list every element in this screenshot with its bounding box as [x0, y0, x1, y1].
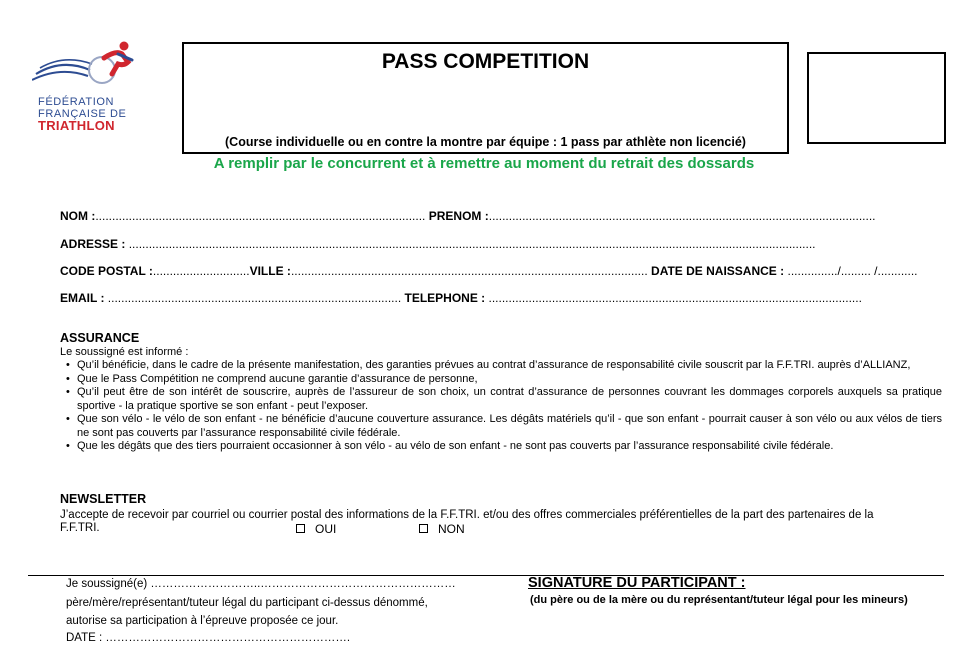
address-row [60, 237, 926, 251]
prenom-label: PRENOM : [425, 209, 489, 223]
instruction-text: A remplir par le concurrent et à remettre au moment du retrait des dossards [213, 155, 755, 172]
assurance-heading: ASSURANCE [60, 331, 140, 345]
adresse-label: ADRESSE : [60, 237, 129, 251]
email-field[interactable]: ........................................................................................ [107, 291, 402, 305]
city-row [60, 264, 926, 278]
date-naissance-label: DATE DE NAISSANCE : [647, 264, 788, 278]
prenom-field[interactable]: .................................................................................................................... [488, 209, 876, 223]
non-label: NON [438, 522, 465, 536]
code-postal-label: CODE POSTAL : [60, 264, 153, 278]
logo-text-triathlon: TRIATHLON [38, 118, 115, 133]
code-postal-field[interactable]: ............................. [152, 264, 250, 278]
email-label: EMAIL : [60, 291, 108, 305]
logo-text-federation: FÉDÉRATION [38, 96, 115, 108]
declaration-soussigne[interactable]: Je soussigné(e) ………………………..…………………………………………… [66, 578, 456, 590]
newsletter-non-option[interactable] [419, 522, 465, 536]
adresse-field[interactable]: .............................................................................................................................................................................................................. [128, 237, 816, 251]
newsletter-text: J’accepte de recevoir par courriel ou courrier postal des informations de la F.F.TRI. et/ou des offres commerciales préférentielles de la part des partenaires de la [60, 509, 874, 521]
nom-label: NOM : [60, 209, 96, 223]
logo-text-francaise: FRANÇAISE DE [38, 108, 127, 120]
assurance-item: • Que son vélo - le vélo de son enfant - ne bénéficie d’aucune couverture assurance. Les dégâts matériels qu’il - que son enfant - pourrait causer à son vélo ou aux vélos de tiers ne sont pas couverts par l’assurance responsabilité civile fédérale. [66, 413, 942, 440]
signature-subtitle: (du père ou de la mère ou du représentant/tuteur légal pour les mineurs) [530, 594, 908, 606]
non-checkbox[interactable] [419, 524, 428, 533]
newsletter-text-end: F.F.TRI. [60, 522, 100, 534]
date-naissance-field[interactable]: .............../......... /............ [787, 264, 918, 278]
page-title: PASS COMPETITION [381, 50, 590, 73]
assurance-item: • Que le Pass Compétition ne comprend aucune garantie d’assurance de personne, [66, 373, 942, 387]
declaration-autorisation: autorise sa participation à l’épreuve proposée ce jour. [66, 615, 339, 627]
page-subtitle: (Course individuelle ou en contre la montre par équipe : 1 pass par athlète non licencié) [225, 135, 746, 149]
assurance-list [66, 359, 942, 454]
ville-field[interactable]: ........................................................................................................... [290, 264, 648, 278]
newsletter-oui-option[interactable] [296, 522, 336, 536]
telephone-label: TELEPHONE : [401, 291, 489, 305]
declaration-representant: père/mère/représentant/tuteur légal du participant ci-dessus dénommé, [66, 597, 428, 609]
title-box [182, 42, 789, 154]
nom-field[interactable]: ................................................................................................... [95, 209, 426, 223]
contact-row [60, 291, 926, 305]
assurance-intro: Le soussigné est informé : [60, 346, 189, 358]
declaration-date[interactable]: DATE : ………………………………………………………. [66, 632, 351, 644]
triathlete-logo-icon [32, 40, 142, 96]
assurance-item: • Qu’il bénéficie, dans le cadre de la présente manifestation, des garanties prévues au contrat d’assurance de responsabilité civile souscrit par la F.F.TRI. auprès d’ALLIANZ, [66, 359, 942, 373]
oui-label: OUI [315, 522, 337, 536]
ville-label: VILLE : [249, 264, 291, 278]
assurance-item: • Qu’il peut être de son intérêt de souscrire, auprès de l’assureur de son choix, un contrat d’assurance de personnes couvrant les dommages corporels auxquels sa pratique sportive - la pratique sportive se son enfant - peut l’exposer. [66, 386, 942, 413]
telephone-field[interactable]: ................................................................................................................ [488, 291, 862, 305]
photo-box [807, 52, 946, 144]
separator-line [28, 575, 944, 576]
assurance-item: • Que les dégâts que des tiers pourraient occasionner à son vélo - au vélo de son enfant - ne sont pas couverts par l’assurance responsabilité civile fédérale. [66, 440, 942, 454]
name-row [60, 209, 926, 223]
ffttri-logo [28, 40, 148, 140]
signature-title: SIGNATURE DU PARTICIPANT : [528, 575, 746, 591]
newsletter-heading: NEWSLETTER [60, 492, 147, 506]
oui-checkbox[interactable] [296, 524, 305, 533]
